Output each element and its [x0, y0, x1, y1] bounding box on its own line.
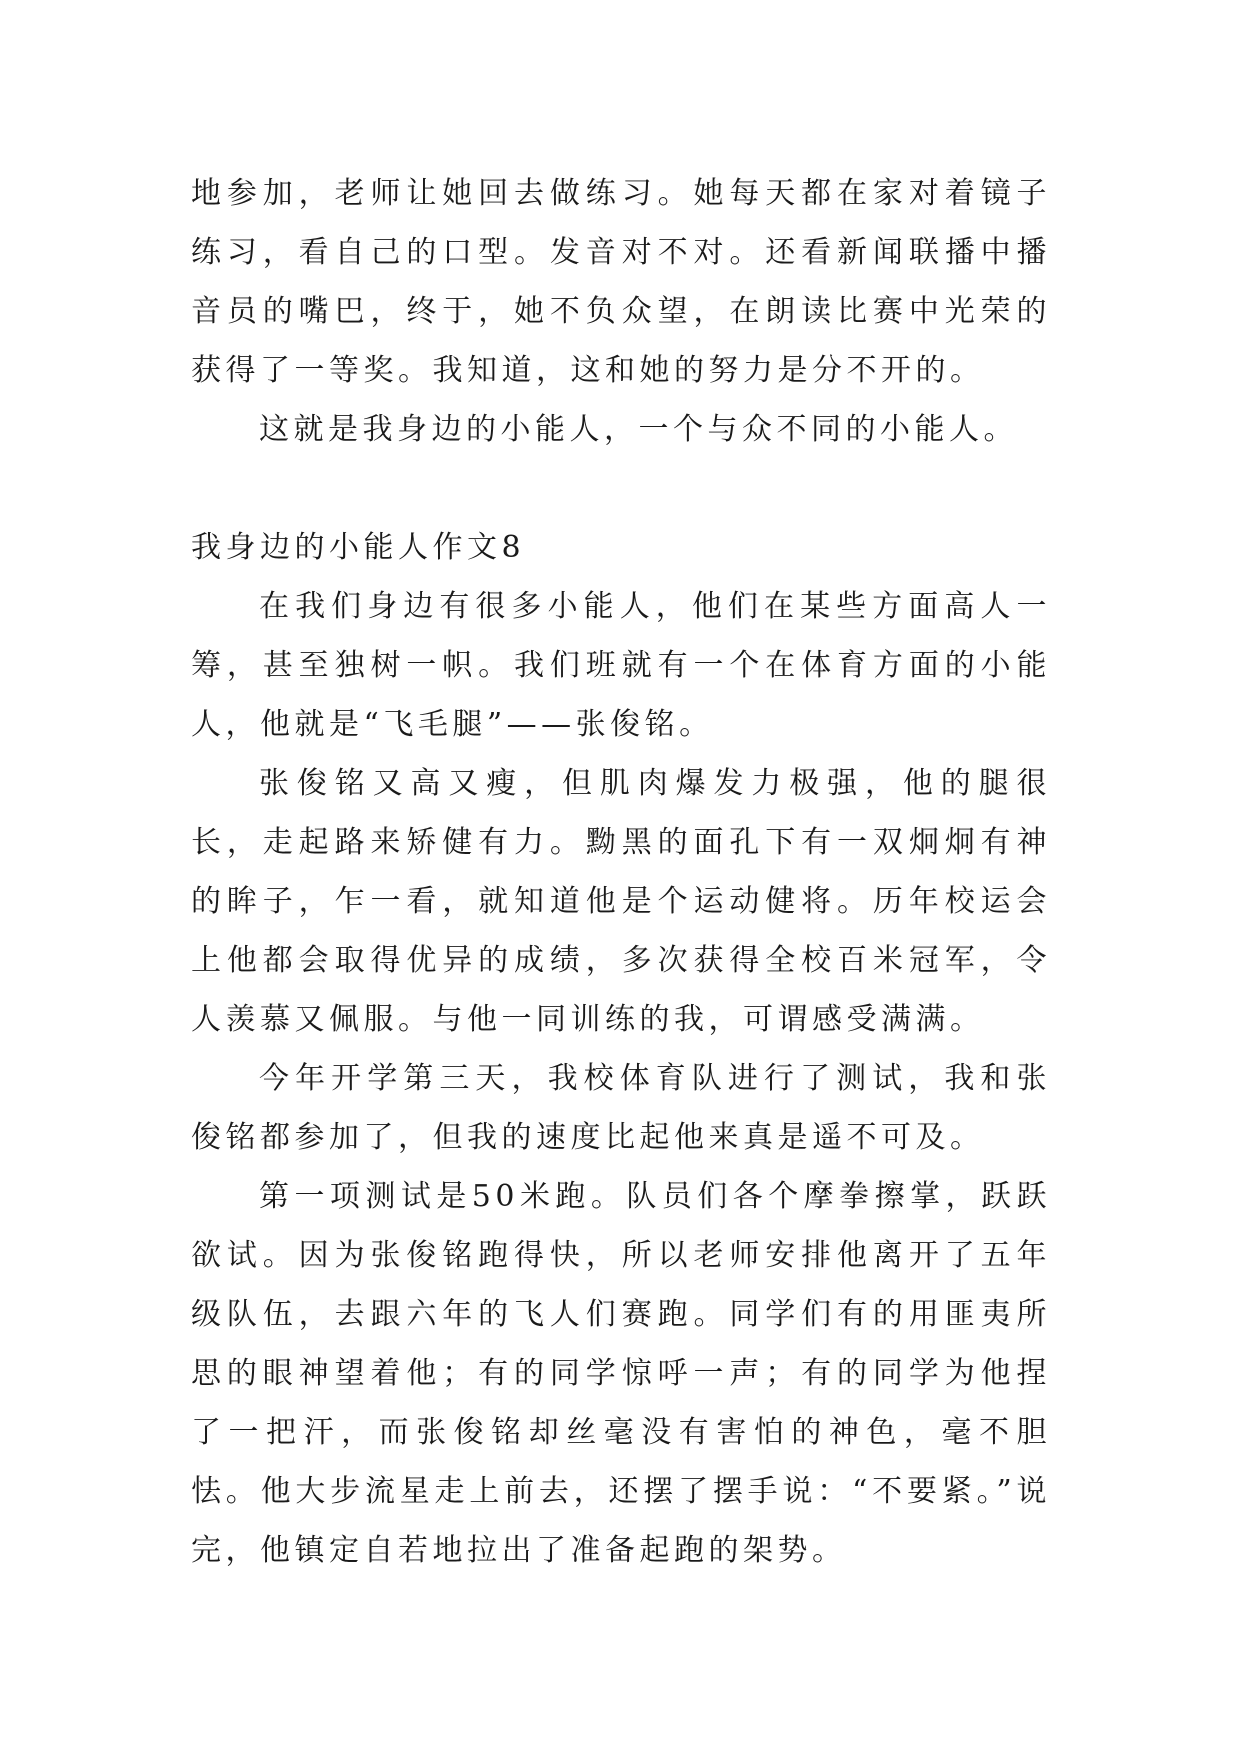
section-title: 我身边的小能人作文8: [191, 530, 526, 565]
paragraph-summary: 这就是我身边的小能人，一个与众不同的小能人。: [259, 412, 1018, 447]
section-gap: [191, 459, 1051, 518]
paragraph-test-day: 今年开学第三天，我校体育队进行了测试，我和张俊铭都参加了，但我的速度比起他来真是遥不可及。: [191, 1061, 1051, 1155]
paragraph-first-test: 第一项测试是50米跑。队员们各个摩拳擦掌，跃跃欲试。因为张俊铭跑得快，所以老师安排他离开了五年级队伍，去跟六年的飞人们赛跑。同学们有的用匪夷所思的眼神望着他；有的同学惊呼一声；有的同学为他捏了一把汗，而张俊铭却丝毫没有害怕的神色，毫不胆怯。他大步流星走上前去，还摆了摆手说：“不要紧。”说完，他镇定自若地拉出了准备起跑的架势。: [191, 1179, 1051, 1568]
paragraph-intro: 在我们身边有很多小能人，他们在某些方面高人一筹，甚至独树一帜。我们班就有一个在体育方面的小能人，他就是“飞毛腿”——张俊铭。: [191, 589, 1051, 742]
paragraph-continuation: 地参加，老师让她回去做练习。她每天都在家对着镜子练习，看自己的口型。发音对不对。还看新闻联播中播音员的嘴巴，终于，她不负众望，在朗读比赛中光荣的获得了一等奖。我知道，这和她的努力是分不开的。: [191, 176, 1051, 388]
document-body: [191, 164, 1051, 1580]
paragraph-description: 张俊铭又高又瘦，但肌肉爆发力极强，他的腿很长，走起路来矫健有力。黝黑的面孔下有一双炯炯有神的眸子，乍一看，就知道他是个运动健将。历年校运会上他都会取得优异的成绩，多次获得全校百米冠军，令人羡慕又佩服。与他一同训练的我，可谓感受满满。: [191, 766, 1051, 1037]
